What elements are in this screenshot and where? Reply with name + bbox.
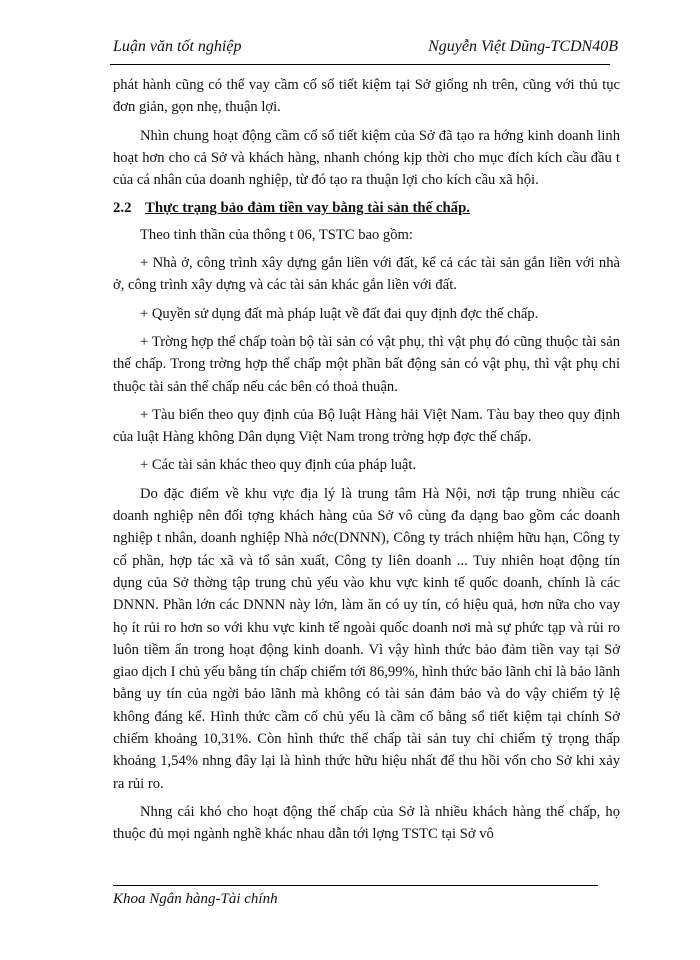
page-header: [113, 38, 618, 56]
paragraph-1: phát hành cũng có thể vay cầm cố sổ tiết kiệm tại Sở giống nh trên, cũng với thủ tục đơn giản, gọn nhẹ, thuận lợi.: [113, 77, 620, 116]
paragraph-2: Nhìn chung hoạt động cầm cố sổ tiết kiệm của Sở đã tạo ra hớng kinh doanh linh hoạt hơn cho cả Sở và khách hàng, nhanh chóng kịp thời cho mục đích kích cầu đầu t của cá nhân của doanh nghiệp, từ đó tạo ra thuận lợi cho kích cầu xã hội.: [113, 127, 620, 189]
paragraph-3: Theo tinh thần của thông t 06, TSTC bao gồm:: [140, 226, 413, 243]
header-divider: [110, 64, 610, 65]
list-item-other-assets: + Các tài sản khác theo quy định của pháp luật.: [140, 457, 417, 474]
section-title: Thực trạng bảo đảm tiền vay bằng tài sản thế chấp.: [145, 200, 470, 217]
list-item-land-rights: + Quyền sử dụng đất mà pháp luật về đất đai quy định đợc thế chấp.: [140, 305, 539, 322]
page-footer: Khoa Ngân hàng-Tài chính: [113, 891, 278, 907]
list-item-house: + Nhà ở, công trình xây dựng gắn liền với đất, kể cả các tài sản gắn liền với nhà ở, công trình xây dựng và các tài sản khác gắn liền với đất.: [113, 255, 620, 294]
list-item-accessories: + Trờng hợp thế chấp toàn bộ tài sản có vật phụ, thì vật phụ đó cũng thuộc tài sản thế chấp. Trong trờng hợp thế chấp một phần bất động sản có vật phụ, thì vật phụ chỉ thuộc tài sản thế chấp nếu các bên có thoả thuận.: [113, 333, 620, 395]
list-item-ships-aircraft: + Tàu biển theo quy định của Bộ luật Hàng hải Việt Nam. Tàu bay theo quy định của luật Hàng không Dân dụng Việt Nam trong trờng hợp đợc thế chấp.: [113, 406, 620, 446]
section-heading: [113, 197, 620, 219]
header-author: Nguyễn Việt Dũng-TCDN40B: [428, 38, 618, 55]
footer-divider: [113, 885, 598, 886]
section-number: 2.2: [113, 200, 132, 217]
paragraph-difficulty: Nhng cái khó cho hoạt động thế chấp của Sở là nhiều khách hàng thế chấp, họ thuộc đủ mọi ngành nghề khác nhau dẫn tới lợng TSTC tại Sở vô: [113, 803, 620, 843]
page-body: [113, 74, 620, 852]
header-thesis-label: Luận văn tốt nghiệp: [113, 38, 242, 55]
paragraph-analysis: Do đặc điểm về khu vực địa lý là trung tâm Hà Nội, nơi tập trung nhiều các doanh nghiệp nên đối tợng khách hàng của Sở vô cùng đa dạng bao gồm các doanh nghiệp t nhân, doanh nghiệp Nhà nớc(DNNN), Công ty trách nhiệm hữu hạn, Công ty cổ phần, hợp tác xã và tổ sản xuất, Công ty liên doanh ... Tuy nhiên hoạt động tín dụng của Sở thờng tập trung chủ yếu vào khu vực kinh tế quốc doanh, chính là các DNNN. Phần lớn các DNNN này lớn, làm ăn có uy tín, có hiệu quả, hơn nữa cho vay họ ít rủi ro hơn so với khu vực kinh tế ngoài quốc doanh nơi mà sự phức tạp và rủi ro luôn tiềm ẩn trong hoạt động kinh doanh. Vì vậy hình thức bảo đảm tiền vay tại Sở giao dịch I chủ yếu bằng tín chấp chiếm tới 86,99%, hình thức bảo lãnh chỉ là bảo lãnh bằng uy tín của ngời bảo lãnh mà không có tài sản đảm bảo và do vậy chiếm tỷ lệ không đáng kể. Hình thức cầm cố chủ yếu là cầm cố bằng sổ tiết kiệm tại chính Sở chiếm khoảng 10,31%. Còn hình thức thế chấp tài sản tuy chỉ chiếm tỷ trọng thấp khoảng 1,54% nhng đây lại là hình thức hữu hiệu nhất để thu hồi vốn cho Sở khi xảy ra rủi ro.: [113, 485, 620, 792]
